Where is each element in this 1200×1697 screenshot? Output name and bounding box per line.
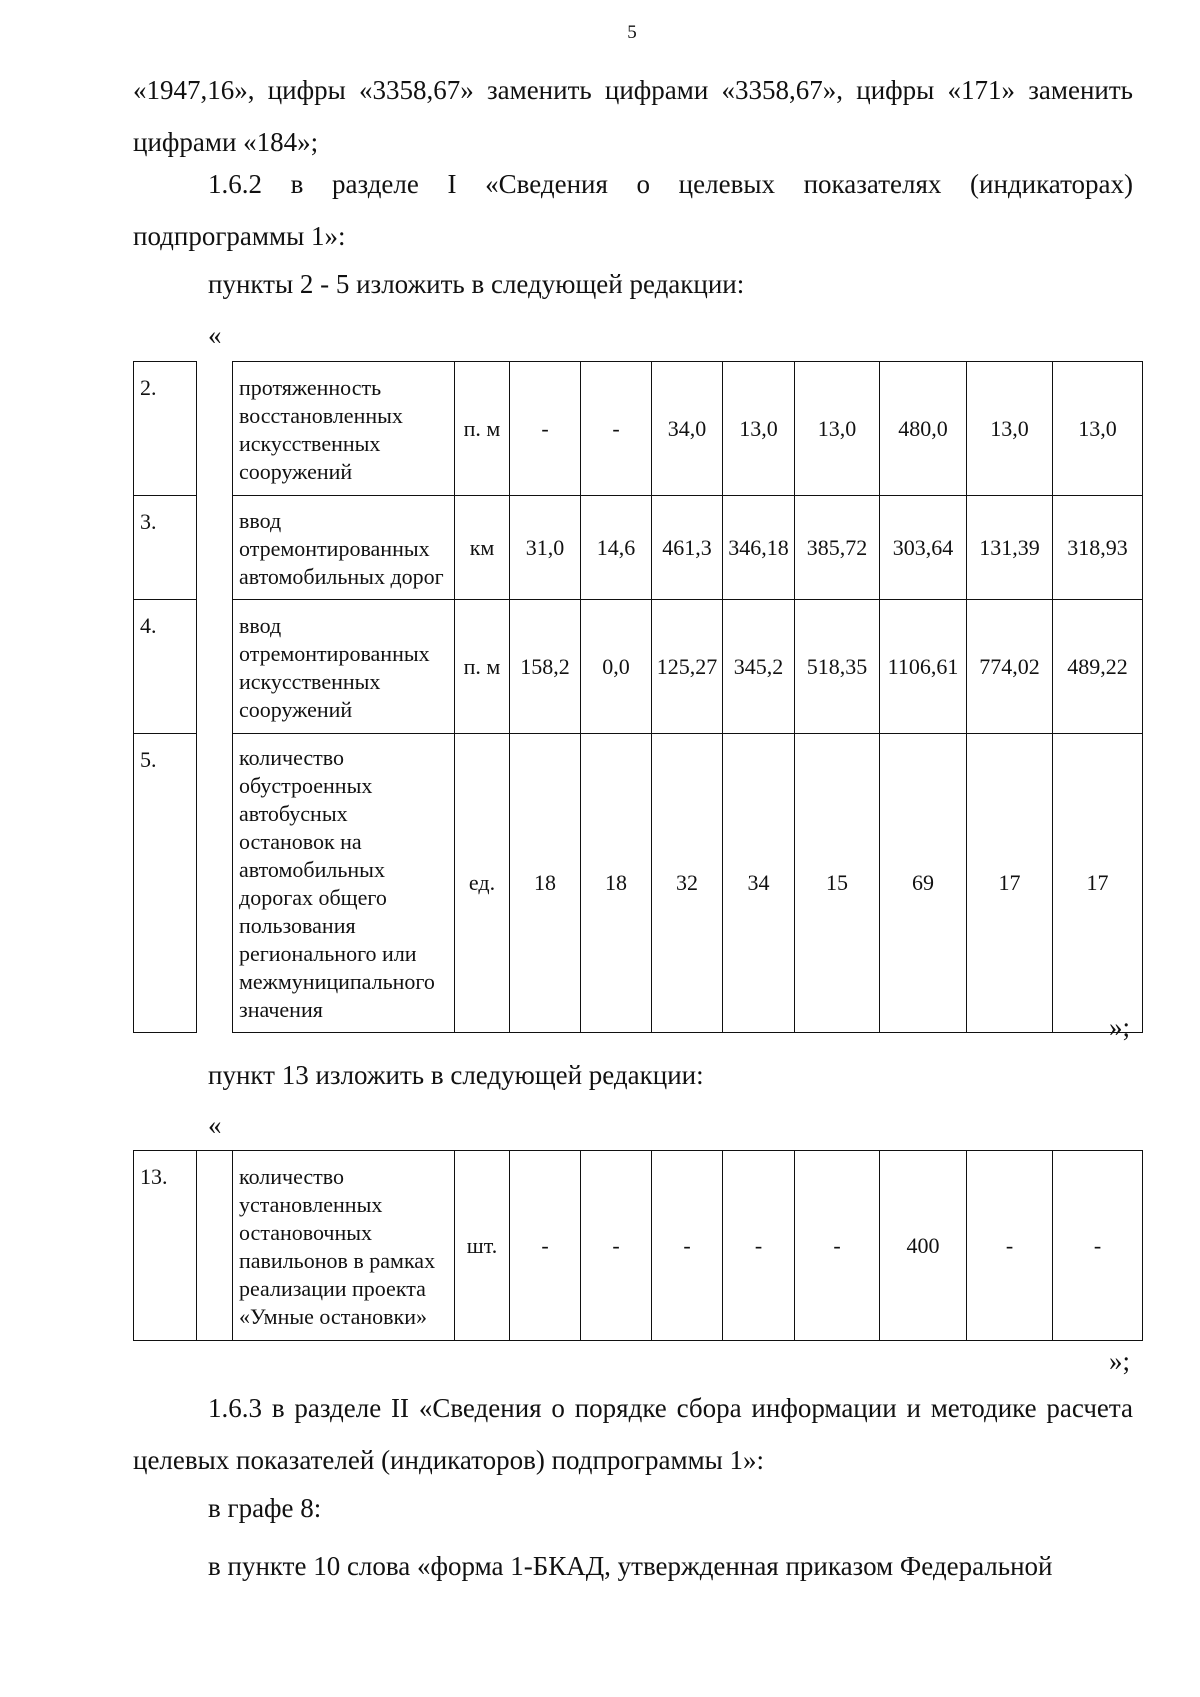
table-row	[134, 734, 1143, 1033]
paragraph-1-6-2: 1.6.2 в разделе I «Сведения о целевых показателях (индикаторах) подпрограммы 1»:	[133, 169, 1133, 251]
value-cell: -	[652, 1151, 723, 1341]
value-cell: 518,35	[795, 600, 880, 734]
indicators-table-1	[133, 361, 1143, 1033]
value-cell: 318,93	[1053, 496, 1143, 600]
value-cell: -	[581, 362, 652, 496]
quote-open-2: «	[208, 1110, 222, 1140]
value-cell: 32	[652, 734, 723, 1033]
unit-cell: ед.	[455, 734, 510, 1033]
value-cell: 346,18	[723, 496, 795, 600]
value-cell: -	[510, 1151, 581, 1341]
paragraph-continuation: «1947,16», цифры «3358,67» заменить цифрами «3358,67», цифры «171» заменить цифрами «184»;	[133, 75, 1133, 157]
value-cell: 461,3	[652, 496, 723, 600]
value-cell: 14,6	[581, 496, 652, 600]
unit-cell: шт.	[455, 1151, 510, 1341]
value-cell: 345,2	[723, 600, 795, 734]
indicator-name: количество установленных остановочных павильонов в рамках реализации проекта «Умные остановки»	[233, 1151, 455, 1341]
row-number: 13.	[134, 1151, 197, 1341]
value-cell: -	[510, 362, 581, 496]
value-cell: 15	[795, 734, 880, 1033]
table-row	[134, 496, 1143, 600]
value-cell: 13,0	[723, 362, 795, 496]
table-row	[134, 1151, 1143, 1341]
paragraph-items-2-5: пункты 2 - 5 изложить в следующей редакции:	[208, 269, 745, 299]
quote-close-1: »;	[1108, 1012, 1130, 1042]
value-cell: 13,0	[1053, 362, 1143, 496]
value-cell: 385,72	[795, 496, 880, 600]
value-cell: 480,0	[880, 362, 967, 496]
table-row	[134, 600, 1143, 734]
value-cell: 18	[510, 734, 581, 1033]
value-cell: 131,39	[967, 496, 1053, 600]
paragraph-column-8: в графе 8:	[208, 1493, 322, 1523]
value-cell: -	[723, 1151, 795, 1341]
unit-cell: п. м	[455, 362, 510, 496]
indicator-name: ввод отремонтированных автомобильных дорог	[233, 496, 455, 600]
value-cell: 489,22	[1053, 600, 1143, 734]
empty-column-cell	[197, 362, 233, 1033]
indicator-name: количество обустроенных автобусных остановок на автомобильных дорогах общего пользования регионального или межмуниципального значения	[233, 734, 455, 1033]
row-number: 2.	[134, 362, 197, 496]
value-cell: 34,0	[652, 362, 723, 496]
value-cell: 13,0	[967, 362, 1053, 496]
empty-column-cell	[197, 1151, 233, 1341]
quote-close-2: »;	[1108, 1346, 1130, 1376]
indicator-name: ввод отремонтированных искусственных сооружений	[233, 600, 455, 734]
row-number: 3.	[134, 496, 197, 600]
value-cell: 400	[880, 1151, 967, 1341]
value-cell: 18	[581, 734, 652, 1033]
value-cell: 17	[967, 734, 1053, 1033]
paragraph-item-10: в пункте 10 слова «форма 1-БКАД, утвержденная приказом Федеральной	[208, 1551, 1053, 1581]
value-cell: -	[1053, 1151, 1143, 1341]
value-cell: 774,02	[967, 600, 1053, 734]
unit-cell: км	[455, 496, 510, 600]
quote-open-1: «	[208, 320, 222, 350]
table-row	[134, 362, 1143, 496]
row-number: 4.	[134, 600, 197, 734]
unit-cell: п. м	[455, 600, 510, 734]
value-cell: 125,27	[652, 600, 723, 734]
value-cell: 158,2	[510, 600, 581, 734]
paragraph-1-6-3: 1.6.3 в разделе II «Сведения о порядке сбора информации и методике расчета целевых показателей (индикаторов) подпрограммы 1»:	[133, 1393, 1133, 1475]
value-cell: -	[795, 1151, 880, 1341]
value-cell: 17	[1053, 734, 1143, 1033]
value-cell: 13,0	[795, 362, 880, 496]
indicators-table-2	[133, 1150, 1143, 1341]
indicator-name: протяженность восстановленных искусственных сооружений	[233, 362, 455, 496]
page-number: 5	[627, 22, 637, 43]
row-number: 5.	[134, 734, 197, 1033]
value-cell: 1106,61	[880, 600, 967, 734]
value-cell: 303,64	[880, 496, 967, 600]
paragraph-item-13: пункт 13 изложить в следующей редакции:	[208, 1060, 704, 1090]
value-cell: 0,0	[581, 600, 652, 734]
value-cell: 34	[723, 734, 795, 1033]
value-cell: -	[581, 1151, 652, 1341]
value-cell: -	[967, 1151, 1053, 1341]
value-cell: 31,0	[510, 496, 581, 600]
value-cell: 69	[880, 734, 967, 1033]
